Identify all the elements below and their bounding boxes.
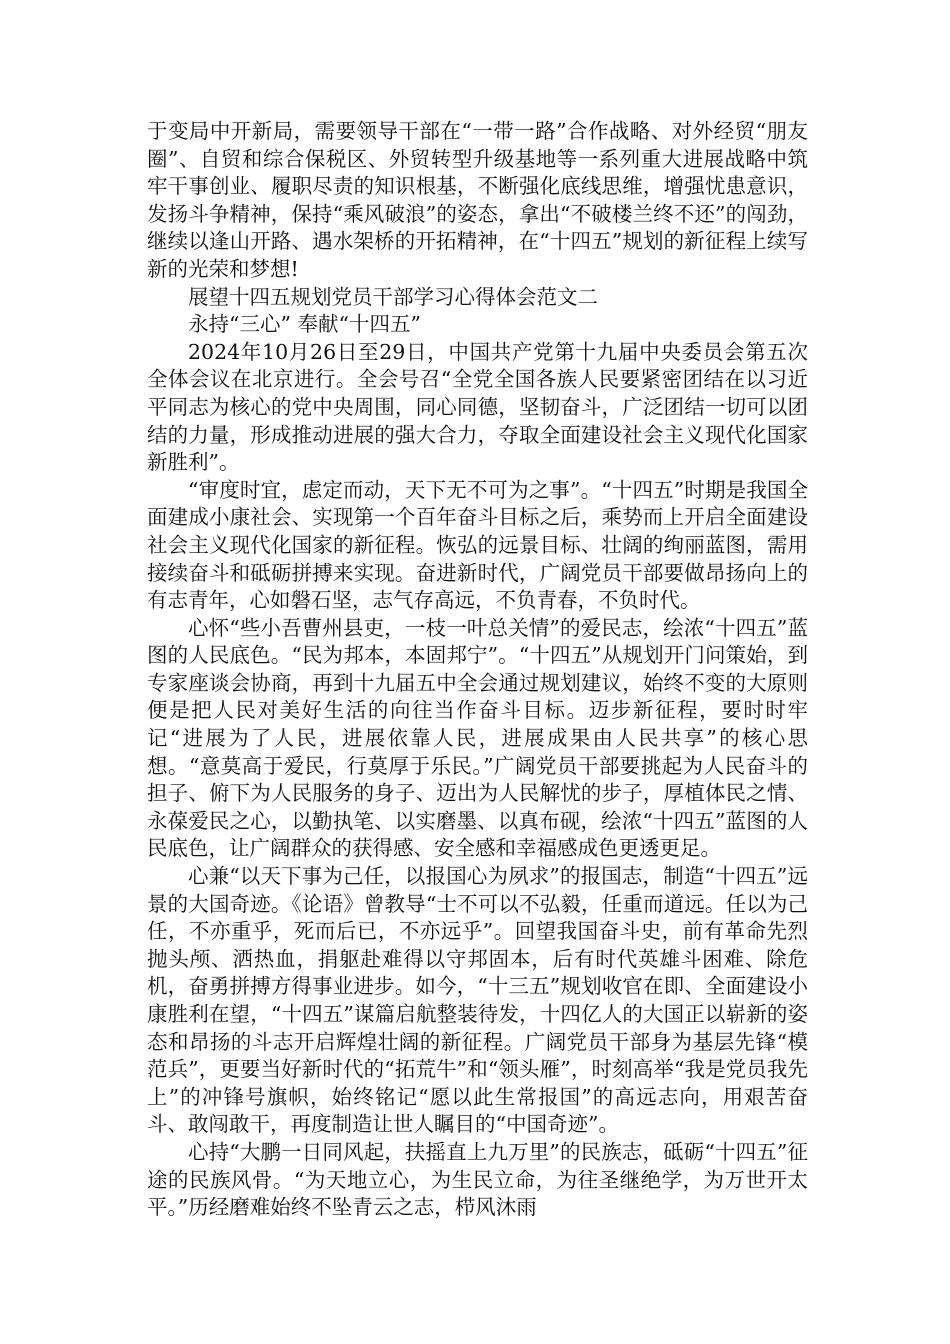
paragraph-patriotism: 心兼“以天下事为己任，以报国心为夙求”的报国志，制造“十四五”远景的大国奇迹。《论语》曾教导“士不可以不弘毅，任重而道远。任以为己任，不亦重乎，死而后已，不亦远乎”。回望我国奋斗史，前有革命先烈抛头颅、洒热血，捐躯赴难得以守邦固本，后有时代英雄斗困难、除危机，奋勇拼搏方得事业进步。如今，“十三五”规划收官在即、全面建设小康胜利在望，“十四五”谋篇启航整装待发，十四亿人的大国正以崭新的姿态和昂扬的斗志开启辉煌壮阔的新征程。广阔党员干部身为基层先锋“模范兵”，更要当好新时代的“拓荒牛”和“领头雁”，时刻高举“我是党员我先上”的冲锋号旗帜，始终铭记“愿以此生常报国”的高远志向，用艰苦奋斗、敢闯敢干，再度制造让世人瞩目的“中国奇迹”。 <box>147 864 808 1137</box>
article-title: 永持“三心” 奉献“十四五” <box>188 312 421 337</box>
paragraph-people-oriented: 心怀“些小吾曹州县吏，一枝一叶总关情”的爱民志，绘浓“十四五”蓝图的人民底色。“民为邦本，本固邦宁”。“十四五”从规划开门问策始，到专家座谈会协商，再到十九届五中全会通过规划建议，始终不变的大原则便是把人民对美好生活的向往当作奋斗目标。迈步新征程，要时时牢记“进展为了人民，进展依靠人民，进展成果由人民共享”的核心思想。“意莫高于爱民，行莫厚于乐民。”广阔党员干部要挑起为人民奋斗的担子、俯下为人民服务的身子、迈出为人民解忧的步子，厚植体民之情、永葆爱民之心，以勤执笔、以实磨墨、以真布砚，绘浓“十四五”蓝图的人民底色，让广阔群众的获得感、安全感和幸福感成色更透更足。 <box>147 615 808 861</box>
paragraph-plenum-intro: 2024年10月26日至29日，中国共产党第十九届中央委员会第五次全体会议在北京进行。全会号召“全党全国各族人民要紧密团结在以习近平同志为核心的党中央周围，同心同德，坚韧奋斗，广泛团结一切可以团结的力量，形成推动进展的强大合力，夺取全面建设社会主义现代化国家新胜利”。 <box>147 339 808 475</box>
section-title: 展望十四五规划党员干部学习心得体会范文二 <box>188 284 598 309</box>
document-page <box>147 118 808 1222</box>
paragraph-national-spirit: 心持“大鹏一日同风起，扶摇直上九万里”的民族志，砥砺“十四五”征途的民族风骨。“为天地立心，为生民立命，为往圣继绝学，为万世开太平。”历经磨难始终不坠青云之志，栉风沐雨 <box>147 1139 808 1220</box>
paragraph-opening-continuation: 于变局中开新局，需要领导干部在“一带一路”合作战略、对外经贸“朋友圈”、自贸和综合保税区、外贸转型升级基地等一系列重大进展战略中筑牢干事创业、履职尽责的知识根基，不断强化底线思维，增强忧患意识，发扬斗争精神，保持“乘风破浪”的姿态，拿出“不破楼兰终不还”的闯劲，继续以逢山开路、遇水架桥的开拓精神，在“十四五”规划的新征程上续写新的光荣和梦想! <box>147 119 808 281</box>
paragraph-new-journey: “审度时宜，虑定而动，天下无不可为之事”。“十四五”时期是我国全面建成小康社会、实现第一个百年奋斗目标之后，乘势而上开启全面建设社会主义现代化国家的新征程。恢弘的远景目标、壮阔的绚丽蓝图，需用接续奋斗和砥砺拼搏来实现。奋进新时代，广阔党员干部要做昂扬向上的有志青年，心如磐石坚，志气存高远，不负青春，不负时代。 <box>147 477 808 613</box>
